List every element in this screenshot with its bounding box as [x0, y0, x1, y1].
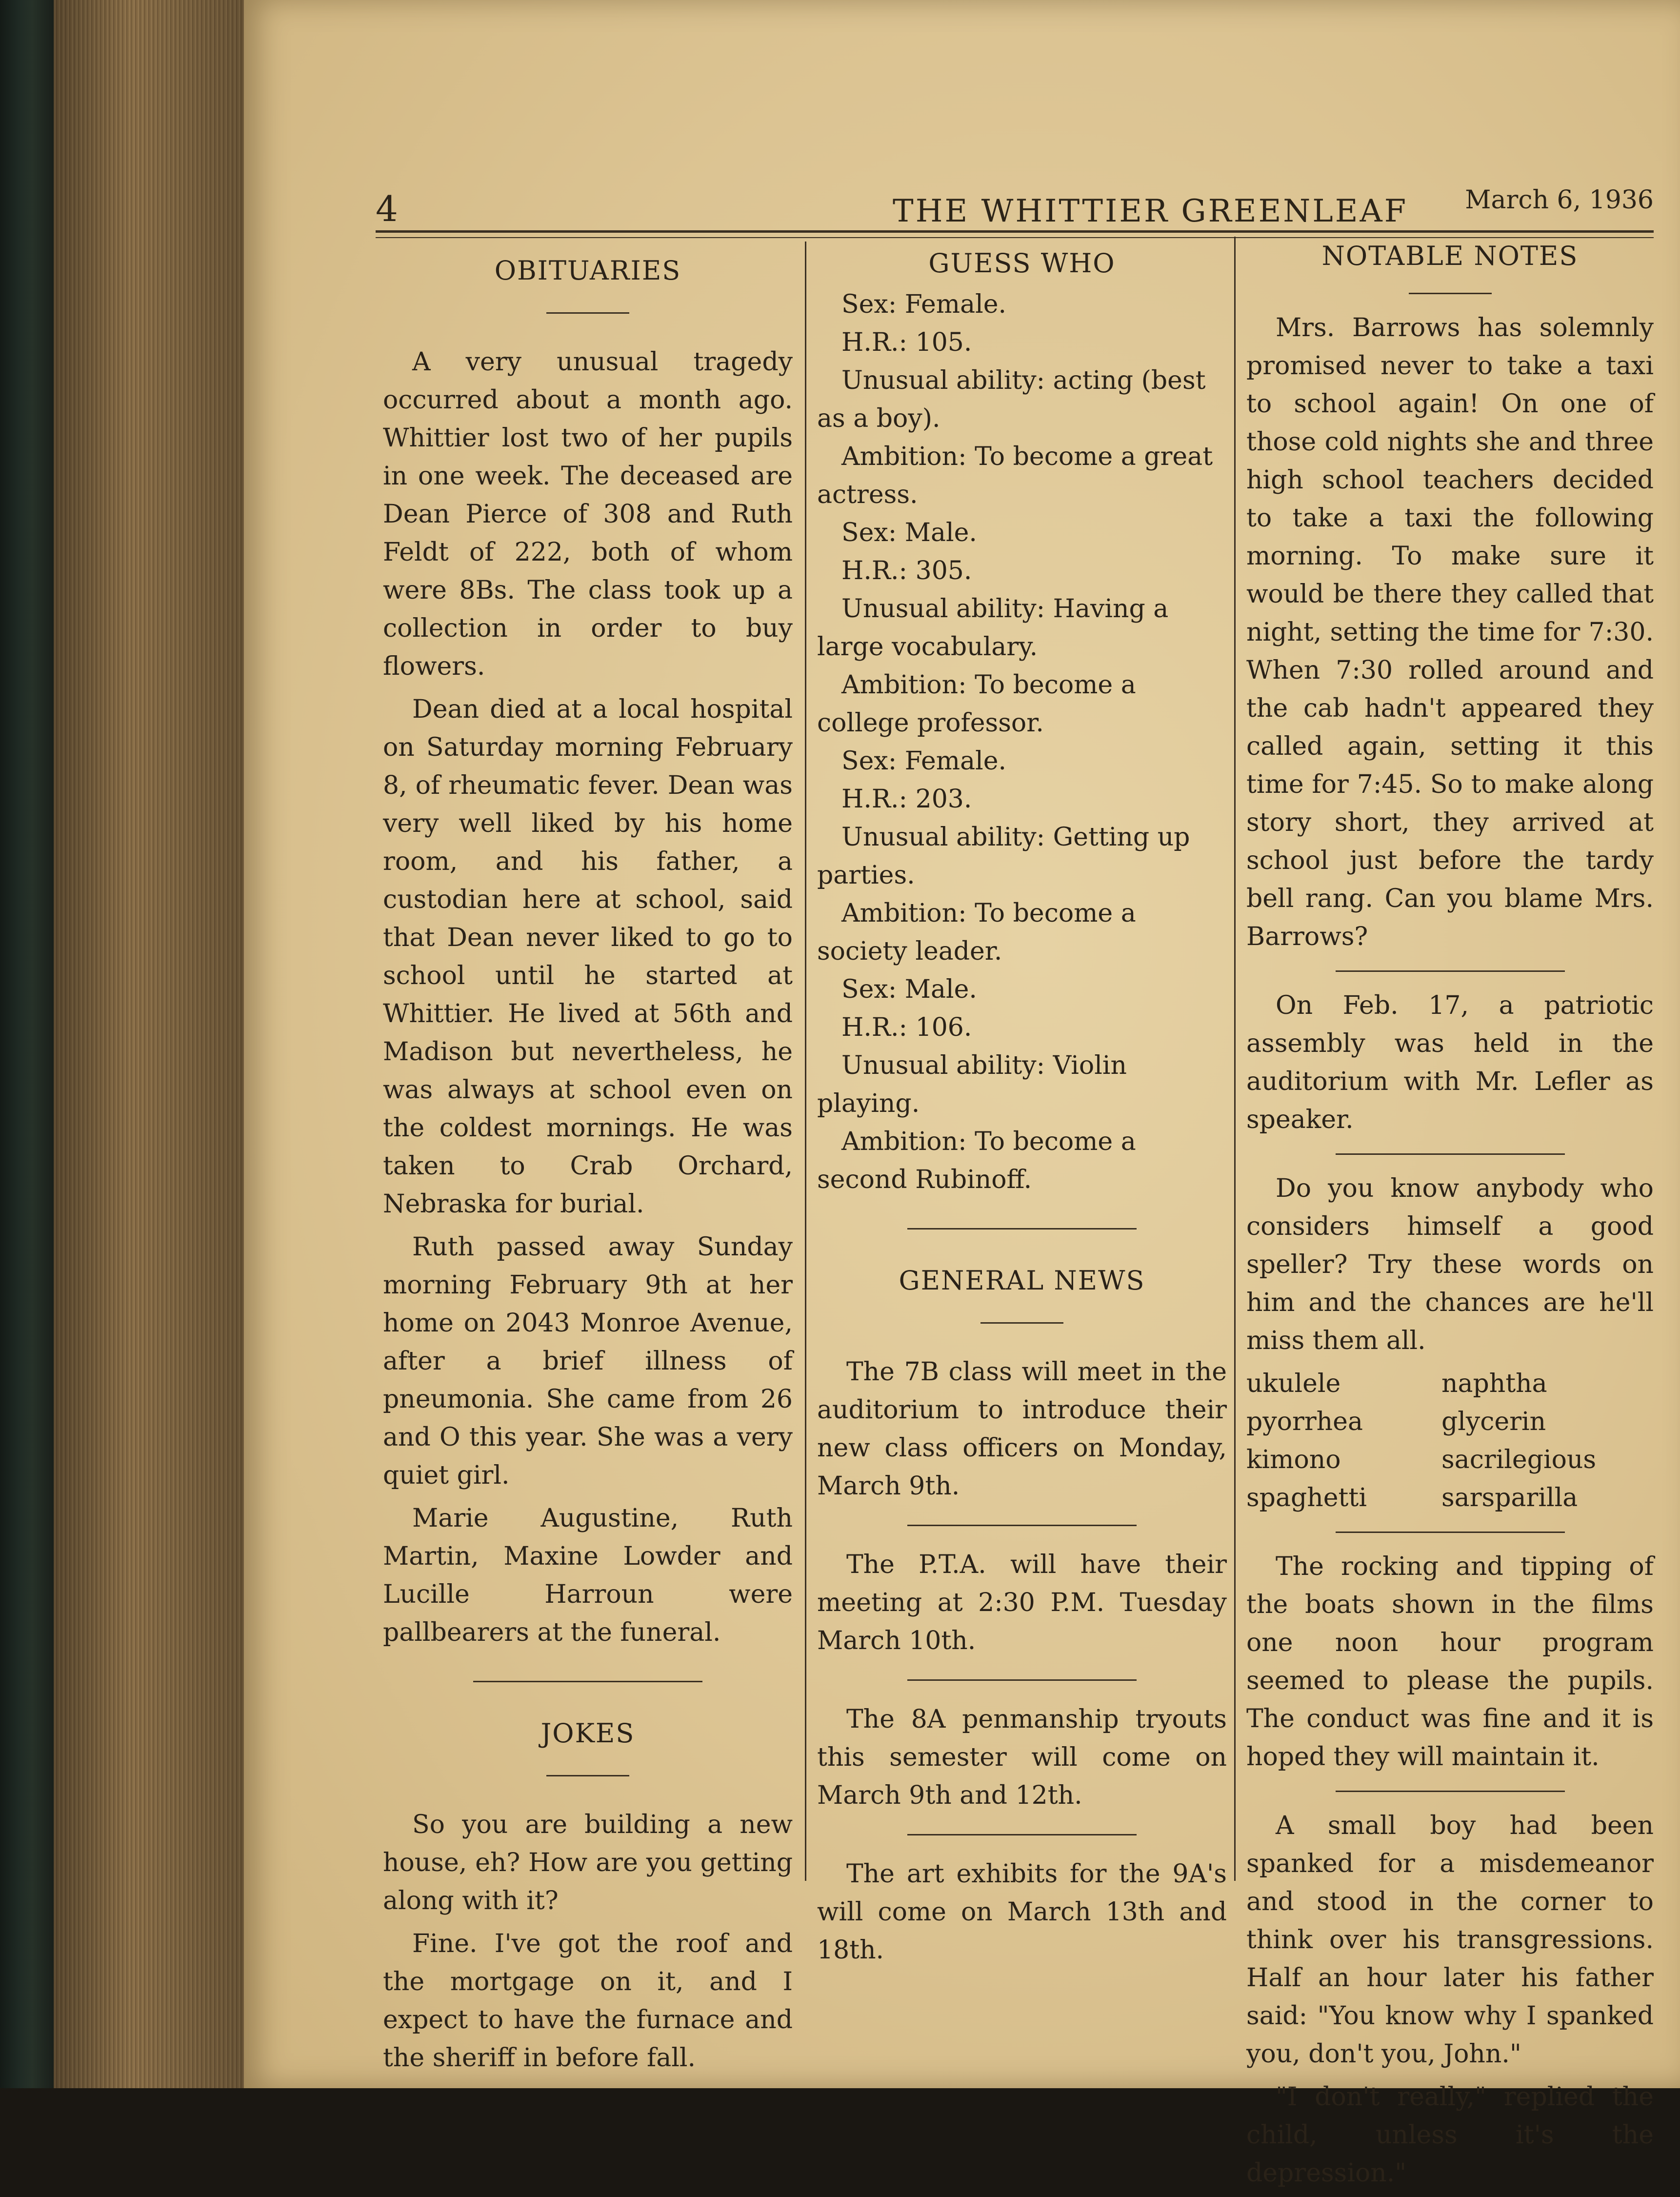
column-divider-1 — [805, 242, 806, 1881]
entry-sex: Sex: Male. — [841, 518, 977, 547]
joke-paragraph: Fine. I've got the roof and the mortgage on it, and I expect to have the furnace and the sheriff in before fall. — [383, 1929, 793, 2073]
entry-homeroom: H.R.: 105. — [841, 328, 972, 357]
entry-ability: Unusual ability: acting (best as a boy). — [817, 366, 1206, 433]
news-item: The art exhibits for the 9A's will come on March 13th and 18th. — [817, 1859, 1227, 1965]
item-separator — [1336, 1153, 1565, 1155]
column-divider-2 — [1234, 237, 1236, 1881]
spelling-word: spaghetti — [1246, 1483, 1367, 1512]
obituaries-section — [383, 249, 793, 1652]
column-right — [1246, 234, 1654, 2197]
joke-paragraph: So you are building a new house, eh? How are you getting along with it? — [383, 1810, 793, 1915]
note-item: Do you know anybody who considers himself a good speller? Try these words on him and the chances are he'll miss them all. — [1246, 1174, 1654, 1355]
guess-who-entry — [817, 742, 1227, 970]
jokes-section — [383, 1712, 793, 2077]
column-middle — [817, 242, 1227, 1974]
newspaper-page — [244, 0, 1680, 2188]
newspaper-title: THE WHITTIER GREENLEAF — [893, 193, 1408, 229]
note-item: "I don't really," replied the child, unless it's the depression." — [1246, 2082, 1654, 2188]
page-header — [376, 166, 1654, 229]
obituary-paragraph: A very unusual tragedy occurred about a month ago. Whittier lost two of her pupils in one week. The deceased are Dean Pierce of 308 and Ruth Feldt of 222, both of whom were 8Bs. The class took up a collection in order to buy flowers. — [383, 347, 793, 681]
header-rule — [376, 230, 1654, 233]
obituaries-heading: OBITUARIES — [494, 255, 681, 286]
obituary-paragraph: Dean died at a local hospital on Saturday morning February 8, of rheumatic fever. Dean was very well liked by his home room, and his father, a custodian here at school, said that Dean never liked to go to school until he started at Whittier. He lived at 56th and Madison but nevertheless, he was always at school even on the coldest mornings. He was taken to Crab Orchard, Nebraska for burial. — [383, 695, 793, 1219]
section-separator — [907, 1228, 1137, 1230]
obituary-paragraph: Marie Augustine, Ruth Martin, Maxine Lowder and Lucille Harroun were pallbearers at the funeral. — [383, 1504, 793, 1647]
item-separator — [1336, 1791, 1565, 1792]
entry-sex: Sex: Male. — [841, 975, 977, 1004]
entry-sex: Sex: Female. — [841, 746, 1007, 776]
item-separator — [907, 1679, 1137, 1681]
guess-who-entry — [817, 514, 1227, 742]
guess-who-entry — [817, 285, 1227, 514]
heading-rule — [546, 1775, 629, 1776]
spelling-word: sarsparilla — [1441, 1483, 1578, 1512]
spelling-word: ukulele — [1246, 1369, 1341, 1398]
guess-who-section — [817, 242, 1227, 1199]
spelling-word: kimono — [1246, 1445, 1341, 1474]
obituary-paragraph: Ruth passed away Sunday morning February 9th at her home on 2043 Monroe Avenue, after a brief illness of pneumonia. She came from 26 and O this year. She was a very quiet girl. — [383, 1232, 793, 1490]
entry-homeroom: H.R.: 203. — [841, 785, 972, 814]
spelling-words-list — [1246, 1365, 1654, 1517]
spelling-word: glycerin — [1441, 1407, 1546, 1436]
spelling-word: pyorrhea — [1246, 1407, 1363, 1436]
entry-ability: Unusual ability: Violin playing. — [817, 1051, 1127, 1118]
general-news-section — [817, 1259, 1227, 1969]
page-number: 4 — [376, 188, 398, 229]
item-separator — [907, 1834, 1137, 1835]
book-spine — [0, 0, 54, 2088]
guess-who-entry — [817, 970, 1227, 1199]
guess-who-heading: GUESS WHO — [928, 248, 1116, 279]
item-separator — [1336, 970, 1565, 972]
general-news-heading: GENERAL NEWS — [899, 1265, 1145, 1296]
entry-ambition: Ambition: To become a college professor. — [817, 670, 1136, 738]
spelling-word: sacrilegious — [1441, 1445, 1597, 1474]
item-separator — [907, 1525, 1137, 1526]
news-item: The P.T.A. will have their meeting at 2:30 P.M. Tuesday March 10th. — [817, 1550, 1227, 1655]
news-item: The 7B class will meet in the auditorium to introduce their new class officers on Monday, March 9th. — [817, 1357, 1227, 1501]
issue-date: March 6, 1936 — [1465, 185, 1654, 215]
entry-ambition: Ambition: To become a society leader. — [817, 899, 1136, 966]
notable-notes-section — [1246, 234, 1654, 2192]
jokes-heading: JOKES — [540, 1718, 635, 1749]
heading-rule — [1409, 293, 1492, 294]
entry-sex: Sex: Female. — [841, 290, 1007, 319]
heading-rule — [980, 1322, 1063, 1324]
heading-rule — [546, 312, 629, 314]
note-item: A small boy had been spanked for a misdemeanor and stood in the corner to think over his transgressions. Half an hour later his father said: "You know why I spanked you, don't you, John." — [1246, 1811, 1654, 2069]
entry-ability: Unusual ability: Getting up parties. — [817, 823, 1190, 890]
notable-notes-heading: NOTABLE NOTES — [1321, 241, 1579, 271]
news-item: The 8A penmanship tryouts this semester will come on March 9th and 12th. — [817, 1705, 1227, 1810]
section-separator — [473, 1681, 702, 1682]
entry-ambition: Ambition: To become a second Rubinoff. — [817, 1127, 1136, 1194]
entry-ability: Unusual ability: Having a large vocabulary. — [817, 594, 1169, 662]
spelling-word: naphtha — [1441, 1369, 1547, 1398]
column-left — [383, 249, 793, 2082]
item-separator — [1336, 1532, 1565, 1533]
entry-homeroom: H.R.: 305. — [841, 556, 972, 585]
note-item: The rocking and tipping of the boats shown in the films one noon hour program seemed to please the pupils. The conduct was fine and it is hoped they will maintain it. — [1246, 1552, 1654, 1772]
entry-ambition: Ambition: To become a great actress. — [817, 442, 1213, 509]
note-item: On Feb. 17, a patriotic assembly was held in the auditorium with Mr. Lefler as speaker. — [1246, 991, 1654, 1134]
note-item: Mrs. Barrows has solemnly promised never to take a taxi to school again! On one of those cold nights she and three high school teachers decided to take a taxi the following morning. To make sure it would be there they called that night, setting the time for 7:30. When 7:30 rolled around and the cab hadn't appeared they called again, setting it this time for 7:45. So to make along story short, they arrived at school just before the tardy bell rang. Can you blame Mrs. Barrows? — [1246, 313, 1654, 951]
entry-homeroom: H.R.: 106. — [841, 1013, 972, 1042]
page-edges — [54, 0, 249, 2088]
